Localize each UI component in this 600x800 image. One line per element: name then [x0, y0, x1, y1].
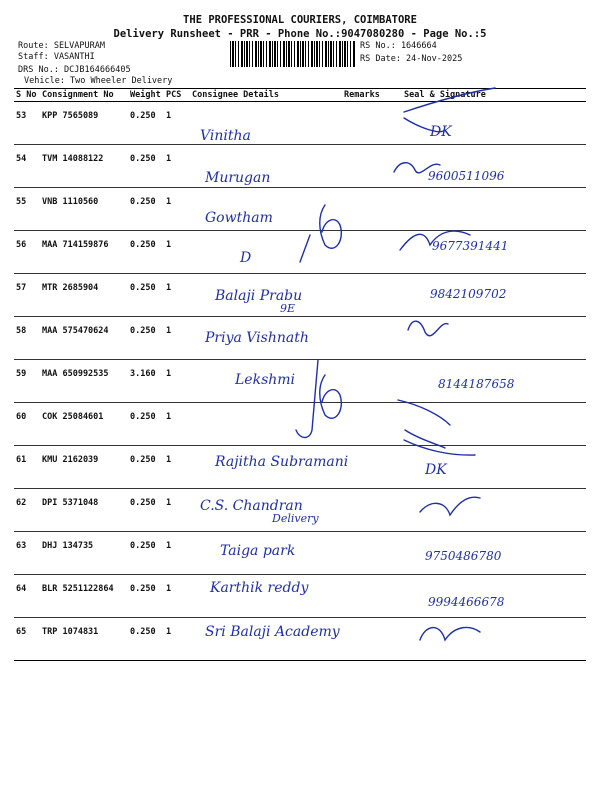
table-row [14, 618, 586, 661]
signature-cell [402, 102, 586, 145]
consignee-cell [190, 403, 342, 446]
sno-cell: 60 [14, 403, 40, 446]
table-body [14, 102, 586, 661]
remarks-cell [342, 102, 402, 145]
sno-cell: 58 [14, 317, 40, 360]
remarks-cell [342, 575, 402, 618]
pcs-cell: 1 [164, 231, 190, 274]
phone-handwriting: 9842109702 [430, 287, 507, 301]
sno-cell: 53 [14, 102, 40, 145]
remarks-cell [342, 532, 402, 575]
consignee-cell [190, 532, 342, 575]
table-row [14, 188, 586, 231]
sno-cell: 63 [14, 532, 40, 575]
signature-cell [402, 403, 586, 446]
sno-cell: 64 [14, 575, 40, 618]
header-weight: Weight [128, 89, 164, 102]
phone-handwriting: 9677391441 [432, 239, 509, 253]
remarks-cell [342, 403, 402, 446]
signature-mark: DK [430, 124, 452, 140]
table-row [14, 274, 586, 317]
header-remarks: Remarks [342, 89, 402, 102]
consignee-handwriting: Balaji Prabu [215, 288, 303, 304]
phone-handwriting: 9994466678 [428, 595, 505, 609]
consignment-cell: BLR 5251122864 [40, 575, 128, 618]
pcs-cell: 1 [164, 489, 190, 532]
phone-handwriting: 8144187658 [438, 377, 515, 391]
weight-cell: 0.250 [128, 618, 164, 661]
sno-cell: 57 [14, 274, 40, 317]
company-title: THE PROFESSIONAL COURIERS, COIMBATORE [183, 14, 417, 26]
consignee-cell [190, 274, 342, 317]
consignee-handwriting: Murugan [205, 170, 271, 186]
weight-cell: 0.250 [128, 489, 164, 532]
drs-number: DRS No.: DCJB164666405 [18, 65, 131, 75]
consignee-cell [190, 489, 342, 532]
rs-date: RS Date: 24-Nov-2025 [360, 54, 463, 64]
pcs-cell: 1 [164, 360, 190, 403]
signature-cell [402, 618, 586, 661]
header-signature: Seal & Signature [402, 89, 586, 102]
consignment-cell: MAA 575470624 [40, 317, 128, 360]
table-row [14, 102, 586, 145]
consignment-cell: DPI 5371048 [40, 489, 128, 532]
consignee-handwriting: Gowtham [205, 210, 273, 226]
consignment-cell: TRP 1074831 [40, 618, 128, 661]
sno-cell: 62 [14, 489, 40, 532]
weight-cell: 0.250 [128, 575, 164, 618]
consignee-cell [190, 188, 342, 231]
staff-label: Staff: VASANTHI [18, 52, 95, 62]
annotation-handwriting: Delivery [272, 512, 319, 525]
barcode-image [230, 41, 355, 67]
consignee-handwriting: Sri Balaji Academy [205, 624, 340, 640]
weight-cell: 0.250 [128, 317, 164, 360]
sno-cell: 54 [14, 145, 40, 188]
table-row [14, 317, 586, 360]
signature-cell [402, 446, 586, 489]
remarks-cell [342, 317, 402, 360]
consignment-cell: KMU 2162039 [40, 446, 128, 489]
consignment-cell: MAA 714159876 [40, 231, 128, 274]
header-consignee: Consignee Details [190, 89, 342, 102]
pcs-cell: 1 [164, 188, 190, 231]
signature-cell [402, 489, 586, 532]
remarks-cell [342, 360, 402, 403]
sno-cell: 55 [14, 188, 40, 231]
table-row [14, 532, 586, 575]
remarks-cell [342, 231, 402, 274]
sno-cell: 61 [14, 446, 40, 489]
sno-cell: 59 [14, 360, 40, 403]
runsheet-table [14, 88, 586, 661]
phone-handwriting: 9750486780 [425, 549, 502, 563]
consignee-cell [190, 360, 342, 403]
signature-cell [402, 188, 586, 231]
table-row [14, 360, 586, 403]
consignee-cell [190, 575, 342, 618]
route-label: Route: SELVAPURAM [18, 41, 105, 51]
pcs-cell: 1 [164, 532, 190, 575]
remarks-cell [342, 618, 402, 661]
table-header-row [14, 89, 586, 102]
weight-cell: 0.250 [128, 102, 164, 145]
signature-mark: DK [425, 462, 447, 478]
signature-cell [402, 145, 586, 188]
signature-cell [402, 231, 586, 274]
consignee-handwriting: Taiga park [220, 543, 296, 559]
remarks-cell [342, 489, 402, 532]
pcs-cell: 1 [164, 102, 190, 145]
remarks-cell [342, 188, 402, 231]
vehicle-label: Vehicle: Two Wheeler Delivery [24, 76, 173, 86]
weight-cell: 0.250 [128, 274, 164, 317]
table-row [14, 231, 586, 274]
rs-number: RS No.: 1646664 [360, 41, 437, 51]
consignment-cell: KPP 7565089 [40, 102, 128, 145]
consignment-cell: VNB 1110560 [40, 188, 128, 231]
consignment-cell: MAA 650992535 [40, 360, 128, 403]
weight-cell: 0.250 [128, 532, 164, 575]
weight-cell: 0.250 [128, 231, 164, 274]
consignee-handwriting: D [240, 250, 252, 266]
pcs-cell: 1 [164, 446, 190, 489]
signature-cell [402, 575, 586, 618]
consignee-cell [190, 446, 342, 489]
annotation-handwriting: 9E [280, 302, 296, 315]
consignee-cell [190, 317, 342, 360]
pcs-cell: 1 [164, 618, 190, 661]
consignment-cell: MTR 2685904 [40, 274, 128, 317]
table-row [14, 145, 586, 188]
pcs-cell: 1 [164, 575, 190, 618]
sno-cell: 56 [14, 231, 40, 274]
consignment-cell: COK 25084601 [40, 403, 128, 446]
sno-cell: 65 [14, 618, 40, 661]
consignee-handwriting: Vinitha [200, 128, 251, 144]
signature-cell [402, 317, 586, 360]
table-row [14, 403, 586, 446]
weight-cell: 0.250 [128, 188, 164, 231]
consignee-handwriting: Rajitha Subramani [215, 454, 349, 470]
consignee-handwriting: Priya Vishnath [205, 330, 309, 346]
signature-cell [402, 360, 586, 403]
consignee-cell [190, 102, 342, 145]
consignee-cell [190, 618, 342, 661]
header-pcs: PCS [164, 89, 190, 102]
table-row [14, 575, 586, 618]
consignee-handwriting: Karthik reddy [210, 580, 309, 596]
phone-handwriting: 9600511096 [428, 169, 505, 183]
header-consignment: Consignment No [40, 89, 128, 102]
consignee-handwriting: Lekshmi [235, 372, 296, 388]
pcs-cell: 1 [164, 145, 190, 188]
header-sno: S No [14, 89, 40, 102]
remarks-cell [342, 446, 402, 489]
weight-cell: 0.250 [128, 403, 164, 446]
consignment-cell: DHJ 134735 [40, 532, 128, 575]
pcs-cell: 1 [164, 403, 190, 446]
table-row [14, 489, 586, 532]
weight-cell: 0.250 [128, 145, 164, 188]
pcs-cell: 1 [164, 274, 190, 317]
signature-cell [402, 274, 586, 317]
remarks-cell [342, 145, 402, 188]
runsheet-subtitle: Delivery Runsheet - PRR - Phone No.:9047080280 - Page No.:5 [113, 28, 487, 40]
consignee-cell [190, 231, 342, 274]
consignee-handwriting: C.S. Chandran [200, 498, 303, 514]
consignee-cell [190, 145, 342, 188]
consignment-cell: TVM 14088122 [40, 145, 128, 188]
signature-cell [402, 532, 586, 575]
pcs-cell: 1 [164, 317, 190, 360]
weight-cell: 3.160 [128, 360, 164, 403]
remarks-cell [342, 274, 402, 317]
table-row [14, 446, 586, 489]
weight-cell: 0.250 [128, 446, 164, 489]
